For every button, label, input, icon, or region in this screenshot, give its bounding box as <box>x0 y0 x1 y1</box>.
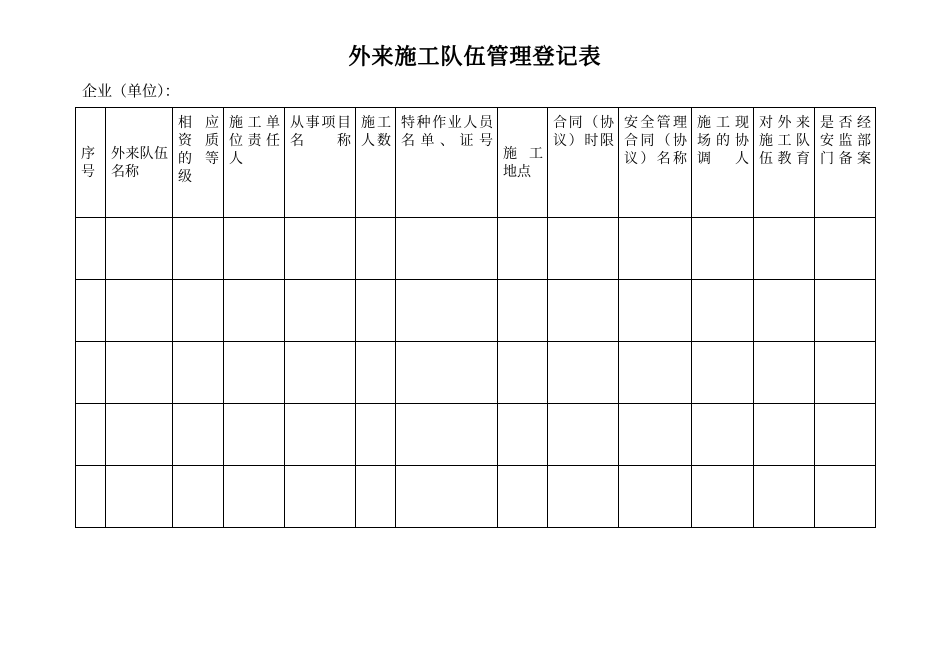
table-cell[interactable] <box>106 342 173 404</box>
page-title: 外来施工队伍管理登记表 <box>348 44 602 70</box>
table-cell[interactable] <box>173 218 224 280</box>
table-cell[interactable] <box>498 466 548 528</box>
table-cell[interactable] <box>498 342 548 404</box>
table-cell[interactable] <box>692 404 754 466</box>
table-cell[interactable] <box>692 466 754 528</box>
table-cell[interactable] <box>76 404 106 466</box>
table-cell[interactable] <box>106 280 173 342</box>
table-cell[interactable] <box>76 466 106 528</box>
table-cell[interactable] <box>396 404 498 466</box>
table-cell[interactable] <box>619 218 692 280</box>
table-cell[interactable] <box>173 280 224 342</box>
table-cell[interactable] <box>224 404 285 466</box>
table-cell[interactable] <box>754 342 815 404</box>
header-cell-team-name: 外来队伍名称 <box>106 108 173 218</box>
table-cell[interactable] <box>173 466 224 528</box>
table-cell[interactable] <box>173 404 224 466</box>
header-cell-safety-contract: 安全管理合同（协议）名称 <box>619 108 692 218</box>
table-cell[interactable] <box>619 342 692 404</box>
table-cell[interactable] <box>356 342 396 404</box>
table-cell[interactable] <box>619 280 692 342</box>
table-cell[interactable] <box>356 280 396 342</box>
table-cell[interactable] <box>815 466 876 528</box>
table-row <box>76 280 876 342</box>
registration-table <box>75 107 876 528</box>
table-cell[interactable] <box>356 466 396 528</box>
header-cell-special-workers: 特种作业人员名单、证号 <box>396 108 498 218</box>
header-row <box>76 108 876 218</box>
table-cell[interactable] <box>754 280 815 342</box>
header-cell-project-name: 从事项目名称 <box>285 108 356 218</box>
header-cell-team-education: 对外来施工队伍教育 <box>754 108 815 218</box>
table-cell[interactable] <box>76 218 106 280</box>
table-cell[interactable] <box>106 404 173 466</box>
table-cell[interactable] <box>285 342 356 404</box>
table-cell[interactable] <box>548 280 619 342</box>
table-cell[interactable] <box>815 280 876 342</box>
header-cell-site-coordinator: 施工现场的协调人 <box>692 108 754 218</box>
table-cell[interactable] <box>815 218 876 280</box>
table-cell[interactable] <box>548 466 619 528</box>
table-cell[interactable] <box>754 466 815 528</box>
table-cell[interactable] <box>619 466 692 528</box>
table-cell[interactable] <box>498 404 548 466</box>
table-cell[interactable] <box>285 218 356 280</box>
table-cell[interactable] <box>356 404 396 466</box>
table-cell[interactable] <box>285 466 356 528</box>
table-cell[interactable] <box>815 342 876 404</box>
table-cell[interactable] <box>76 280 106 342</box>
table-cell[interactable] <box>396 218 498 280</box>
table-cell[interactable] <box>754 404 815 466</box>
table-cell[interactable] <box>548 218 619 280</box>
table-cell[interactable] <box>498 280 548 342</box>
table-cell[interactable] <box>498 218 548 280</box>
table-cell[interactable] <box>173 342 224 404</box>
table-cell[interactable] <box>692 342 754 404</box>
table-cell[interactable] <box>548 342 619 404</box>
table-row <box>76 404 876 466</box>
header-cell-filing-status: 是否经安监部门备案 <box>815 108 876 218</box>
header-cell-index: 序号 <box>76 108 106 218</box>
table-cell[interactable] <box>224 466 285 528</box>
company-label: 企业（单位）： <box>82 82 180 100</box>
table-cell[interactable] <box>548 404 619 466</box>
table-cell[interactable] <box>815 404 876 466</box>
table-row <box>76 342 876 404</box>
table-row <box>76 218 876 280</box>
header-cell-worker-count: 施工人数 <box>356 108 396 218</box>
table-cell[interactable] <box>224 280 285 342</box>
header-cell-location: 施工地点 <box>498 108 548 218</box>
table-cell[interactable] <box>356 218 396 280</box>
table-cell[interactable] <box>396 466 498 528</box>
header-cell-responsible-person: 施工单位责任人 <box>224 108 285 218</box>
table-row <box>76 466 876 528</box>
table-body <box>76 218 876 528</box>
table-cell[interactable] <box>692 280 754 342</box>
table-cell[interactable] <box>76 342 106 404</box>
table-cell[interactable] <box>285 404 356 466</box>
table-cell[interactable] <box>224 342 285 404</box>
table-cell[interactable] <box>106 218 173 280</box>
table-cell[interactable] <box>285 280 356 342</box>
header-cell-qualification: 相应资质的等级 <box>173 108 224 218</box>
table-cell[interactable] <box>754 218 815 280</box>
table-cell[interactable] <box>106 466 173 528</box>
table-cell[interactable] <box>396 342 498 404</box>
table-cell[interactable] <box>396 280 498 342</box>
table-cell[interactable] <box>224 218 285 280</box>
table-cell[interactable] <box>619 404 692 466</box>
header-cell-contract-period: 合同（协议）时限 <box>548 108 619 218</box>
table-cell[interactable] <box>692 218 754 280</box>
